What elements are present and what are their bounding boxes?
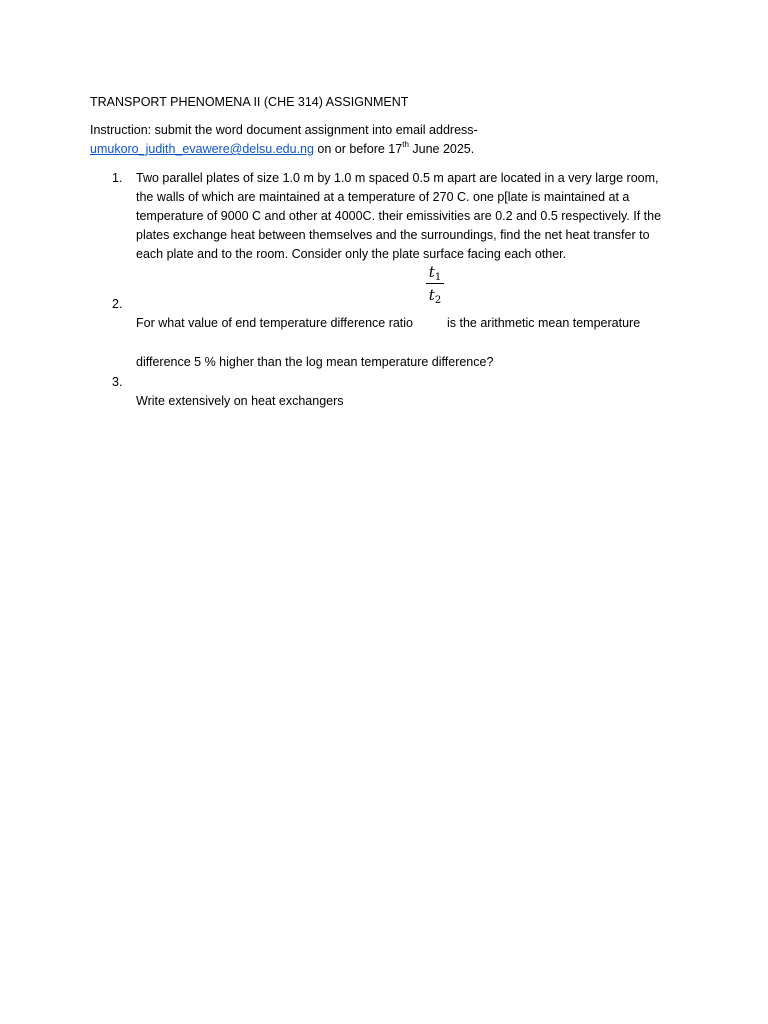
question-1-line: Two parallel plates of size 1.0 m by 1.0 m spaced 0.5 m apart are located in a very large room, — [136, 171, 659, 185]
question-1-text — [136, 169, 676, 264]
fraction-denominator: $t_2$ — [428, 286, 442, 306]
deadline-prefix: on or before 17 — [313, 142, 403, 156]
deadline-superscript: th — [402, 140, 409, 149]
question-1-line: the walls of which are maintained at a temperature of 270 C. one p[late is maintained at a — [136, 190, 630, 204]
instruction-text: Instruction: submit the word document assignment into email address- — [90, 123, 478, 137]
question-2-text-a: For what value of end temperature difference ratio — [136, 316, 414, 330]
question-3-text: Write extensively on heat exchangers — [136, 394, 344, 408]
question-3-number: 3. — [112, 375, 123, 389]
question-1-line: each plate and to the room. Consider only the plate surface facing each other. — [136, 247, 567, 261]
email-link[interactable]: umukoro_judith_evawere@delsu.edu.ng — [90, 142, 314, 156]
fraction-bar — [426, 283, 444, 284]
question-2-text-b: is the arithmetic mean temperature — [447, 316, 641, 330]
question-1-number: 1. — [112, 171, 123, 185]
question-2-text-c: difference 5 % higher than the log mean temperature difference? — [136, 355, 494, 369]
deadline-suffix: June 2025. — [408, 142, 475, 156]
temperature-ratio-fraction — [420, 262, 450, 305]
question-1-line: temperature of 9000 C and other at 4000C. their emissivities are 0.2 and 0.5 respectively. If the — [136, 209, 662, 223]
document-title: TRANSPORT PHENOMENA II (CHE 314) ASSIGNMENT — [90, 95, 409, 109]
question-1-line: plates exchange heat between themselves and the surroundings, find the net heat transfer to — [136, 228, 650, 242]
instruction-deadline — [90, 140, 474, 159]
fraction-numerator: $t_1$ — [428, 263, 442, 283]
question-2-number: 2. — [112, 297, 123, 311]
